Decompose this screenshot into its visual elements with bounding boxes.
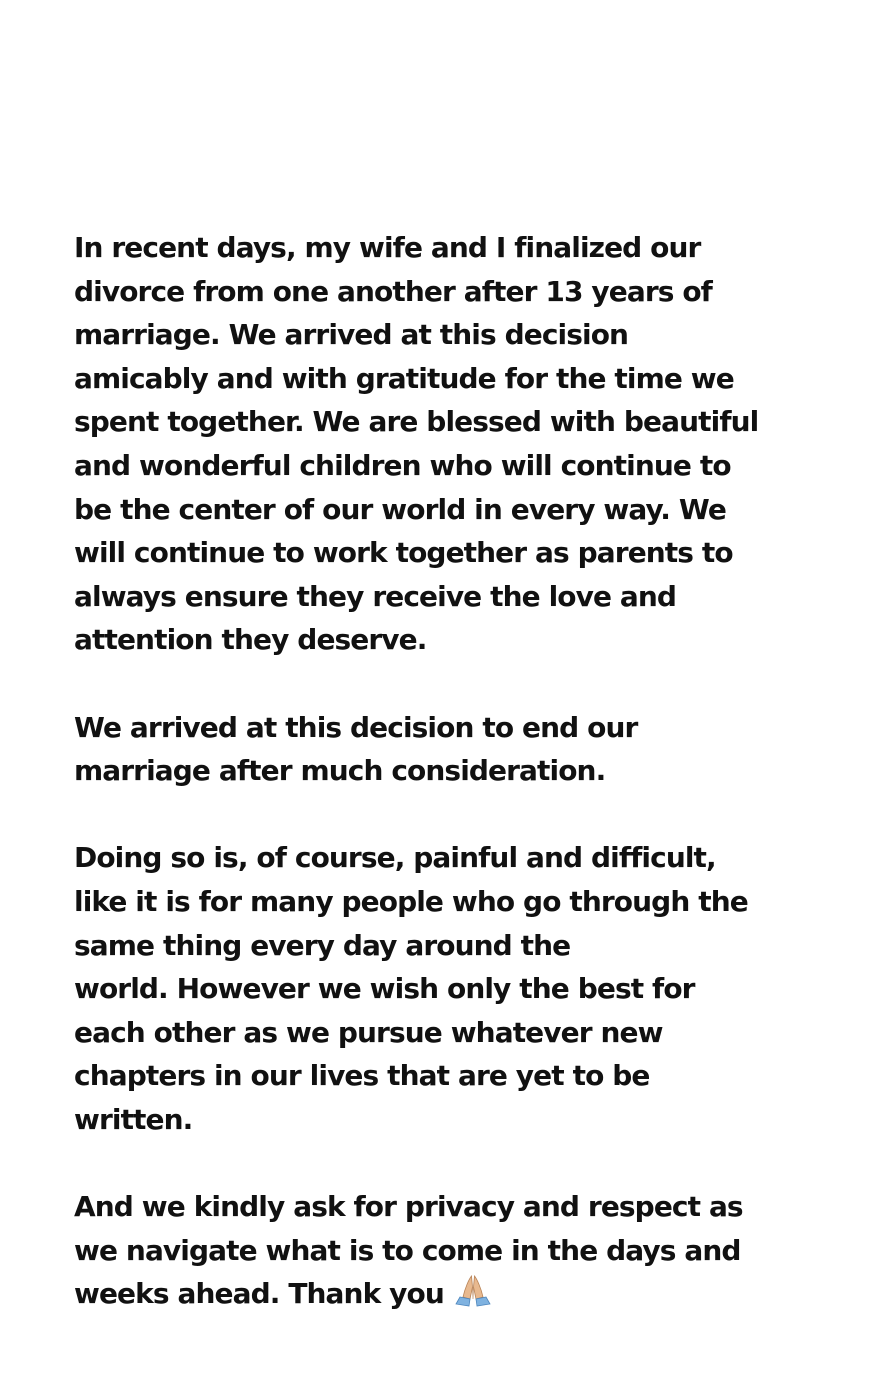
paragraph-4 xyxy=(74,1185,834,1316)
text-line: marriage after much consideration. xyxy=(74,754,606,788)
text-line: spent together. We are blessed with beautiful xyxy=(74,405,759,439)
text-line: divorce from one another after 13 years of xyxy=(74,274,712,308)
last-text-line xyxy=(74,1272,834,1316)
text-line: And we kindly ask for privacy and respect as xyxy=(74,1190,743,1224)
text-line: written. xyxy=(74,1102,193,1136)
text-line: and wonderful children who will continue to xyxy=(74,448,731,482)
text-line: same thing every day around the xyxy=(74,928,571,962)
thank-you-text: weeks ahead. Thank you xyxy=(74,1277,444,1311)
text-line: each other as we pursue whatever new xyxy=(74,1015,663,1049)
paragraph-3 xyxy=(74,836,834,1141)
paragraph-1 xyxy=(74,226,834,662)
paragraph-2 xyxy=(74,706,834,793)
text-line: be the center of our world in every way. We xyxy=(74,492,726,526)
text-line: amicably and with gratitude for the time we xyxy=(74,361,734,395)
text-line: world. However we wish only the best for xyxy=(74,972,695,1006)
folded-hands-icon xyxy=(452,1273,494,1307)
text-line: chapters in our lives that are yet to be xyxy=(74,1059,650,1093)
statement-text xyxy=(74,226,834,1316)
text-line: marriage. We arrived at this decision xyxy=(74,318,629,352)
text-line: We arrived at this decision to end our xyxy=(74,710,638,744)
text-line: attention they deserve. xyxy=(74,623,427,657)
text-line: In recent days, my wife and I finalized our xyxy=(74,231,701,264)
text-line: we navigate what is to come in the days and xyxy=(74,1233,741,1267)
text-line: always ensure they receive the love and xyxy=(74,579,677,613)
text-line: like it is for many people who go through the xyxy=(74,884,748,918)
text-line: Doing so is, of course, painful and difficult, xyxy=(74,841,716,875)
text-line: will continue to work together as parents to xyxy=(74,536,733,570)
